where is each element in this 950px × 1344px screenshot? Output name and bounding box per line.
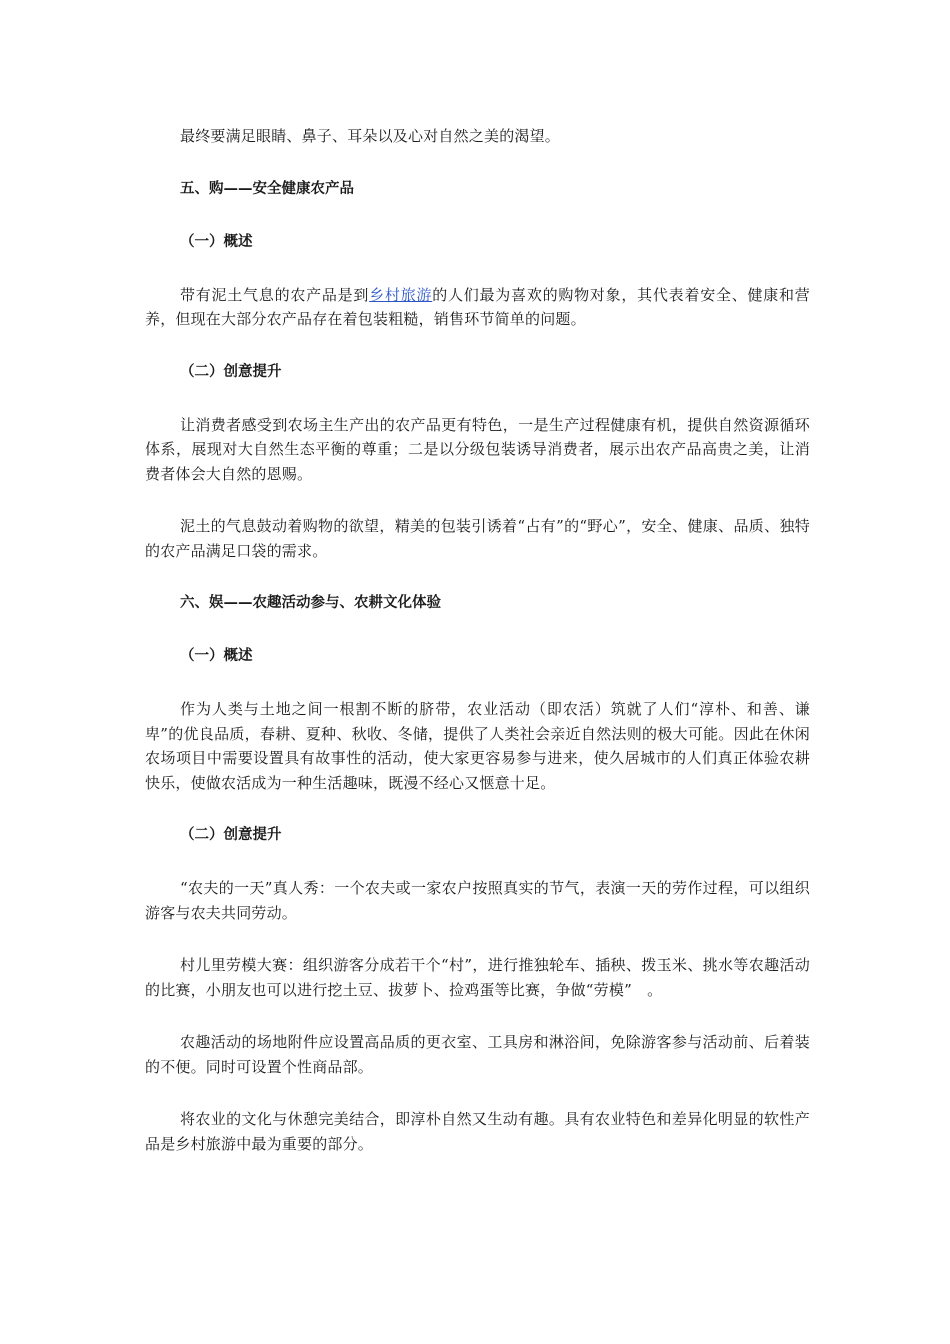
document-body bbox=[145, 124, 810, 1184]
section-heading-5: 五、购——安全健康农产品 bbox=[180, 180, 354, 197]
subheading-creative: （二）创意提升 bbox=[180, 363, 282, 380]
paragraph-farming: 作为人类与土地之间一根割不断的脐带，农业活动（即农活）筑就了人们“淳朴、和善、谦卑”的优良品质，春耕、夏种、秋收、冬储，提供了人类社会亲近自然法则的极大可能。因此在休闲农场项目中需要设置具有故事性的活动，使大家更容易参与进来，使久居城市的人们真正体验农耕快乐，使做农活成为一种生活趣味，既漫不经心又惬意十足。 bbox=[145, 700, 810, 792]
paragraph-conclusion: 将农业的文化与休憩完美结合，即淳朴自然又生动有趣。具有农业特色和差异化明显的软性产品是乡村旅游中最为重要的部分。 bbox=[145, 1110, 810, 1153]
paragraph-facilities: 农趣活动的场地附件应设置高品质的更衣室、工具房和淋浴间，免除游客参与活动前、后着装的不便。同时可设置个性商品部。 bbox=[145, 1033, 810, 1076]
paragraph-features: 让消费者感受到农场主生产出的农产品更有特色，一是生产过程健康有机，提供自然资源循环体系，展现对大自然生态平衡的尊重；二是以分级包装诱导消费者，展示出农产品高贵之美，让消费者体会大自然的恩赐。 bbox=[145, 415, 810, 483]
section-heading-6: 六、娱——农趣活动参与、农耕文化体验 bbox=[180, 595, 441, 611]
subheading-overview: （一）概述 bbox=[180, 648, 253, 664]
paragraph-farmer-day: “农夫的一天”真人秀：一个农夫或一家农户按照真实的节气，表演一天的劳作过程，可以组织游客与农夫共同劳动。 bbox=[145, 879, 810, 922]
paragraph-text: 带有泥土气息的农产品是到 bbox=[180, 285, 370, 304]
paragraph-packaging: 泥土的气息鼓动着购物的欲望，精美的包装引诱着“占有”的“野心”，安全、健康、品质、独特的农产品满足口袋的需求。 bbox=[145, 517, 810, 560]
paragraph-contest: 村儿里劳模大赛：组织游客分成若干个“村”，进行推独轮车、插秧、拨玉米、挑水等农趣活动的比赛，小朋友也可以进行挖土豆、拔萝卜、捡鸡蛋等比赛，争做“劳模” 。 bbox=[145, 956, 810, 999]
subheading-creative: （二）创意提升 bbox=[180, 827, 282, 843]
rural-tourism-link[interactable]: 乡村旅游 bbox=[369, 285, 433, 304]
subheading-overview: （一）概述 bbox=[180, 233, 253, 250]
paragraph-intro: 最终要满足眼睛、鼻子、耳朵以及心对自然之美的渴望。 bbox=[180, 127, 561, 145]
paragraph-products bbox=[145, 283, 810, 332]
paragraph-text: 的人们最为喜欢的购物对象，其代表着安全、健康和营养，但现在大部分农产品存在着包装粗糙，销售环节简单的问题。 bbox=[145, 285, 810, 328]
